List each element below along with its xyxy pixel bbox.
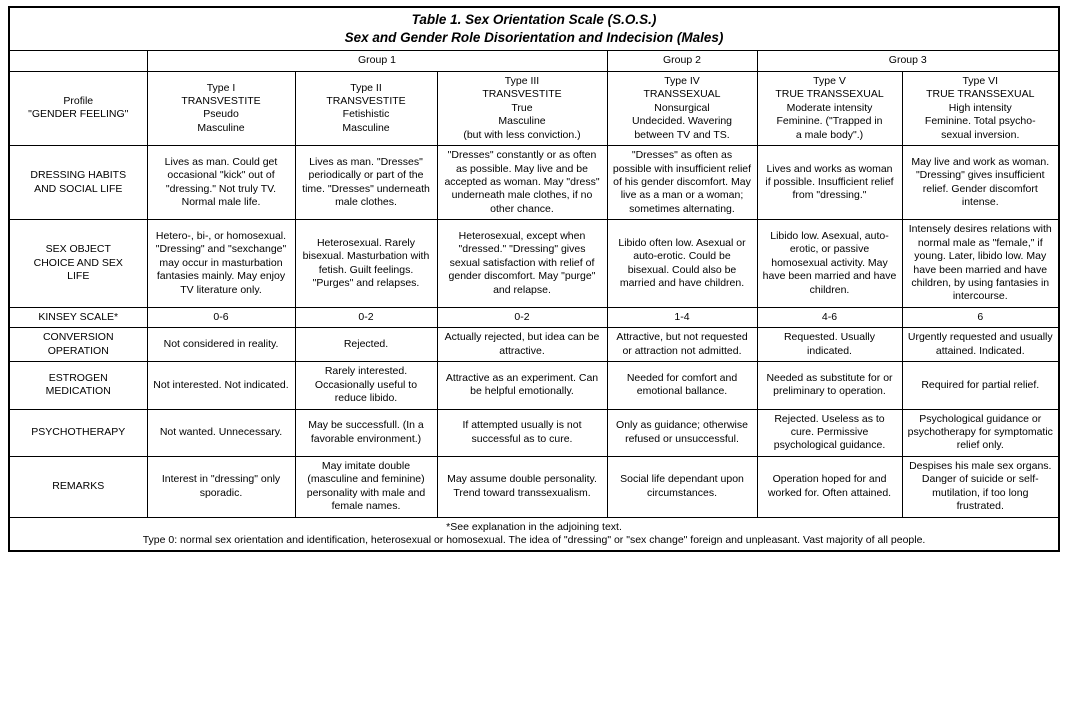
type-name-5: Type V (813, 74, 846, 87)
row-label-sex-object-choice: SEX OBJECT CHOICE AND SEX LIFE (9, 220, 147, 308)
type-category-3: TRANSVESTITE (482, 88, 562, 101)
type-category-5: TRUE TRANSSEXUAL (775, 88, 884, 101)
cell-estrogen-medication-4: Needed for comfort and emotional ballance. (607, 362, 757, 409)
type-column-1 (147, 71, 295, 145)
group-header-3: Group 3 (757, 51, 1059, 71)
type-sub-4: Nonsurgical (654, 101, 710, 114)
cell-conversion-operation-4: Attractive, but not requested or attraction not admitted. (607, 328, 757, 362)
type-column-3 (437, 71, 607, 145)
type-category-6: TRUE TRANSSEXUAL (926, 88, 1035, 101)
row-label-dressing-habits: DRESSING HABITS AND SOCIAL LIFE (9, 146, 147, 220)
cell-estrogen-medication-3: Attractive as an experiment. Can be helpful emotionally. (437, 362, 607, 409)
type-name-6: Type VI (962, 74, 999, 87)
profile-row (9, 71, 1059, 145)
row-label-psychotherapy: PSYCHOTHERAPY (9, 409, 147, 456)
title-line-1: Table 1. Sex Orientation Scale (S.O.S.) (411, 12, 657, 27)
type-detail-1: Masculine (197, 121, 245, 134)
footnote-line-1: *See explanation in the adjoining text. (446, 520, 622, 533)
cell-sex-object-choice-1: Hetero-, bi-, or homosexual. "Dressing" and "sexchange" may occur in masturbation fantasies mainly. May enjoy TV literature only. (147, 220, 295, 308)
type-column-6 (902, 71, 1059, 145)
type-detail-2: Masculine (342, 121, 390, 134)
cell-conversion-operation-5: Requested. Usually indicated. (757, 328, 902, 362)
profile-label-line-1: Profile (63, 95, 94, 108)
profile-label-line-2: "GENDER FEELING" (28, 108, 129, 121)
cell-psychotherapy-4: Only as guidance; otherwise refused or unsuccessful. (607, 409, 757, 456)
title-line-2: Sex and Gender Role Disorientation and Indecision (Males) (344, 30, 724, 46)
cell-estrogen-medication-1: Not interested. Not indicated. (147, 362, 295, 409)
type-sub-2: Fetishistic (342, 108, 390, 121)
cell-kinsey-scale-1: 0-6 (147, 307, 295, 327)
type-column-4 (607, 71, 757, 145)
group-header-2: Group 2 (607, 51, 757, 71)
type-category-1: TRANSVESTITE (181, 95, 261, 108)
cell-conversion-operation-1: Not considered in reality. (147, 328, 295, 362)
cell-remarks-1: Interest in "dressing" only sporadic. (147, 456, 295, 517)
cell-kinsey-scale-4: 1-4 (607, 307, 757, 327)
footnotes (9, 517, 1059, 551)
type-detail-4: Undecided. Wavering between TV and TS. (632, 115, 732, 141)
cell-sex-object-choice-5: Libido low. Asexual, auto-erotic, or passive homosexual activity. May have been married and have children. (757, 220, 902, 308)
cell-estrogen-medication-6: Required for partial relief. (902, 362, 1059, 409)
type-name-3: Type III (504, 74, 540, 87)
cell-dressing-habits-3: "Dresses" constantly or as often as possible. May live and be accepted as woman. May "dress" underneath male clothes, if no other chance. (437, 146, 607, 220)
type-column-5 (757, 71, 902, 145)
cell-sex-object-choice-6: Intensely desires relations with normal male as "female," if young. Later, libido low. May have been married and have children, by using fantasies in intercourse. (902, 220, 1059, 308)
cell-estrogen-medication-5: Needed as substitute for or preliminary to operation. (757, 362, 902, 409)
table-row (9, 362, 1059, 409)
row-label-remarks: REMARKS (9, 456, 147, 517)
row-label-estrogen-medication: ESTROGEN MEDICATION (9, 362, 147, 409)
type-sub-5: Moderate intensity (786, 101, 873, 114)
row-label-conversion-operation: CONVERSION OPERATION (9, 328, 147, 362)
cell-kinsey-scale-2: 0-2 (295, 307, 437, 327)
cell-conversion-operation-2: Rejected. (295, 328, 437, 362)
table-row (9, 328, 1059, 362)
group-header-1: Group 1 (147, 51, 607, 71)
type-column-2 (295, 71, 437, 145)
title-row (9, 7, 1059, 51)
sos-table (8, 6, 1060, 552)
cell-remarks-6: Despises his male sex organs. Danger of suicide or self-mutilation, if too long frustrated. (902, 456, 1059, 517)
type-detail-5: Feminine. ("Trapped in a male body".) (776, 115, 883, 141)
group-header-spacer (9, 51, 147, 71)
cell-psychotherapy-3: If attempted usually is not successful as to cure. (437, 409, 607, 456)
table-row (9, 456, 1059, 517)
row-label-kinsey-scale: KINSEY SCALE* (9, 307, 147, 327)
cell-conversion-operation-6: Urgently requested and usually attained. Indicated. (902, 328, 1059, 362)
cell-dressing-habits-5: Lives and works as woman if possible. Insufficient relief from "dressing." (757, 146, 902, 220)
type-sub-3: True (511, 101, 533, 114)
cell-remarks-3: May assume double personality. Trend toward transsexualism. (437, 456, 607, 517)
type-category-2: TRANSVESTITE (326, 95, 406, 108)
type-sub-6: High intensity (948, 101, 1012, 114)
type-sub-1: Pseudo (203, 108, 239, 121)
cell-kinsey-scale-5: 4-6 (757, 307, 902, 327)
table-row (9, 146, 1059, 220)
type-category-4: TRANSSEXUAL (643, 88, 721, 101)
cell-psychotherapy-1: Not wanted. Unnecessary. (147, 409, 295, 456)
cell-psychotherapy-2: May be successfull. (In a favorable environment.) (295, 409, 437, 456)
table-row (9, 220, 1059, 308)
cell-sex-object-choice-2: Heterosexual. Rarely bisexual. Masturbation with fetish. Guilt feelings. "Purges" and relapses. (295, 220, 437, 308)
cell-sex-object-choice-4: Libido often low. Asexual or auto-erotic. Could be bisexual. Could also be married and have children. (607, 220, 757, 308)
profile-label (9, 71, 147, 145)
cell-psychotherapy-5: Rejected. Useless as to cure. Permissive psychological guidance. (757, 409, 902, 456)
cell-remarks-5: Operation hoped for and worked for. Often attained. (757, 456, 902, 517)
cell-remarks-2: May imitate double (masculine and feminine) personality with male and female names. (295, 456, 437, 517)
footnote-row (9, 517, 1059, 551)
cell-kinsey-scale-6: 6 (902, 307, 1059, 327)
footnote-line-2: Type 0: normal sex orientation and identification, heterosexual or homosexual. The idea of "dressing" or "sex change" foreign and unpleasant. Vast majority of all people. (142, 534, 926, 546)
type-name-1: Type I (206, 81, 236, 94)
table-row (9, 409, 1059, 456)
cell-dressing-habits-1: Lives as man. Could get occasional "kick" out of "dressing." Not truly TV. Normal male life. (147, 146, 295, 220)
cell-kinsey-scale-3: 0-2 (437, 307, 607, 327)
cell-conversion-operation-3: Actually rejected, but idea can be attractive. (437, 328, 607, 362)
cell-dressing-habits-4: "Dresses" as often as possible with insufficient relief of his gender discomfort. May live as a man or a woman; sometimes alternating. (607, 146, 757, 220)
type-detail-3: Masculine (but with less conviction.) (463, 115, 581, 141)
type-detail-6: Feminine. Total psycho- sexual inversion. (924, 115, 1036, 141)
type-name-2: Type II (350, 81, 382, 94)
cell-sex-object-choice-3: Heterosexual, except when "dressed." "Dressing" gives sexual satisfaction with relief of gender discomfort. May "purge" and relapse. (437, 220, 607, 308)
cell-estrogen-medication-2: Rarely interested. Occasionally useful to reduce libido. (295, 362, 437, 409)
type-name-4: Type IV (664, 74, 700, 87)
cell-dressing-habits-6: May live and work as woman. "Dressing" gives insufficient relief. Gender discomfort intense. (902, 146, 1059, 220)
table-title (9, 7, 1059, 51)
table-row (9, 307, 1059, 327)
group-header-row (9, 51, 1059, 71)
cell-dressing-habits-2: Lives as man. "Dresses" periodically or part of the time. "Dresses" underneath male clothes. (295, 146, 437, 220)
cell-remarks-4: Social life dependant upon circumstances. (607, 456, 757, 517)
cell-psychotherapy-6: Psychological guidance or psychotherapy for symptomatic relief only. (902, 409, 1059, 456)
